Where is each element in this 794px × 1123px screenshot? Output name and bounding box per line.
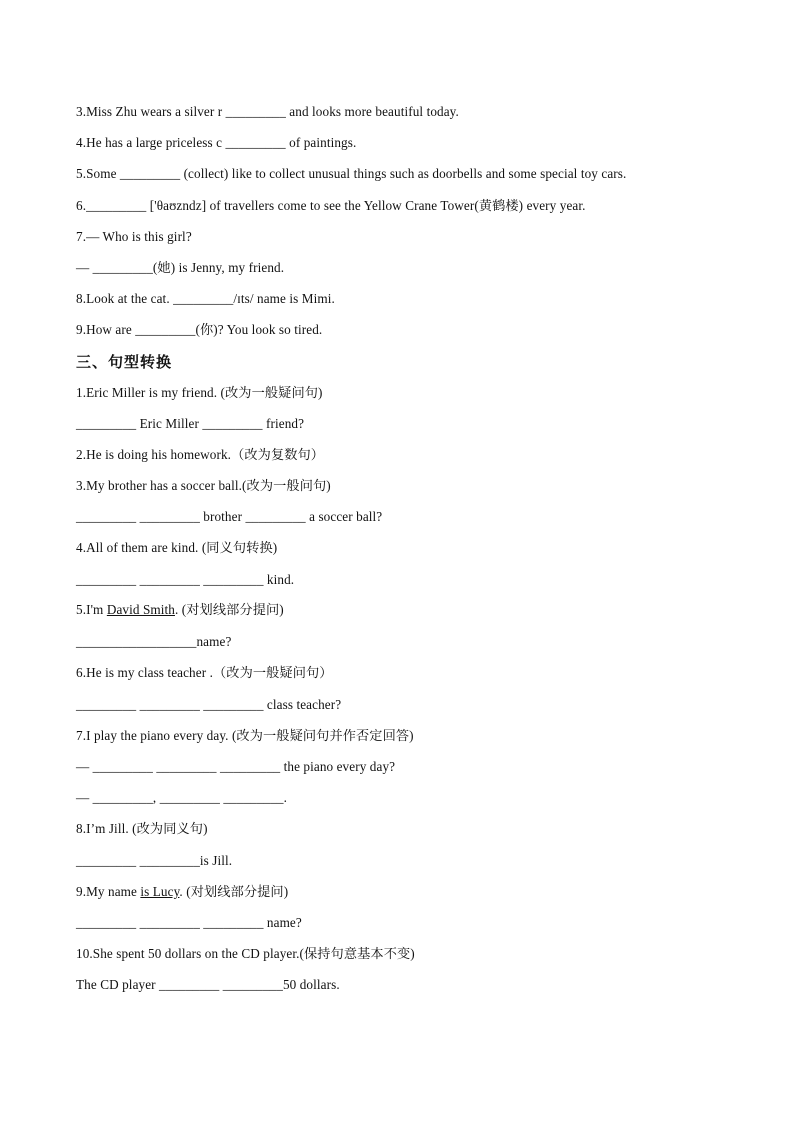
- underlined-phrase: David Smith: [106, 602, 175, 617]
- question-line: 4.He has a large priceless c _________ of paintings.: [76, 135, 357, 150]
- answer-line: _________ _________is Jill.: [76, 853, 233, 868]
- answer-line: The CD player _________ _________50 dollars.: [76, 977, 340, 992]
- question-text: . (对划线部分提问): [174, 602, 284, 617]
- answer-line: _________ Eric Miller _________ friend?: [76, 416, 305, 431]
- answer-line: — _________ _________ _________ the piano every day?: [76, 759, 396, 774]
- question-line: 8.I’m Jill. (改为同义句): [76, 821, 208, 836]
- question-line: 10.She spent 50 dollars on the CD player.(保持句意基本不变): [76, 946, 415, 961]
- question-line: 7.I play the piano every day. (改为一般疑问句并作否定回答): [76, 728, 414, 743]
- question-line: 2.He is doing his homework.（改为复数句）: [76, 447, 325, 462]
- question-line: [76, 883, 288, 901]
- question-line: 7.— Who is this girl?: [76, 229, 192, 244]
- question-line: 4.All of them are kind. (同义句转换): [76, 540, 278, 555]
- question-line: [76, 601, 284, 619]
- answer-line: _________ _________ _________ kind.: [76, 572, 295, 587]
- section-title: 三、句型转换: [76, 353, 173, 371]
- underlined-phrase: is Lucy: [140, 884, 180, 899]
- answer-line: _________ _________ _________ name?: [76, 915, 302, 930]
- question-line: 8.Look at the cat. _________/ɪts/ name is Mimi.: [76, 291, 335, 306]
- question-line: 5.Some _________ (collect) like to collect unusual things such as doorbells and some special toy cars.: [76, 166, 627, 181]
- answer-line: — _________(她) is Jenny, my friend.: [76, 260, 285, 275]
- answer-line: __________________name?: [76, 634, 232, 649]
- answer-line: _________ _________ brother _________ a soccer ball?: [76, 509, 383, 524]
- question-line: 6.He is my class teacher .（改为一般疑问句）: [76, 665, 333, 680]
- question-line: 3.Miss Zhu wears a silver r _________ and looks more beautiful today.: [76, 104, 459, 119]
- question-line: 3.My brother has a soccer ball.(改为一般问句): [76, 478, 331, 493]
- question-line: 6._________ ['θaʊzndz] of travellers come to see the Yellow Crane Tower(黄鹤楼) every year.: [76, 198, 586, 213]
- question-text: . (对划线部分提问): [179, 884, 289, 899]
- question-line: 1.Eric Miller is my friend. (改为一般疑问句): [76, 385, 323, 400]
- answer-line: — _________, _________ _________.: [76, 790, 288, 805]
- question-line: 9.How are _________(你)? You look so tired.: [76, 322, 323, 337]
- question-text: 5.I'm: [76, 602, 107, 617]
- answer-line: _________ _________ _________ class teacher?: [76, 697, 342, 712]
- question-text: 9.My name: [76, 884, 141, 899]
